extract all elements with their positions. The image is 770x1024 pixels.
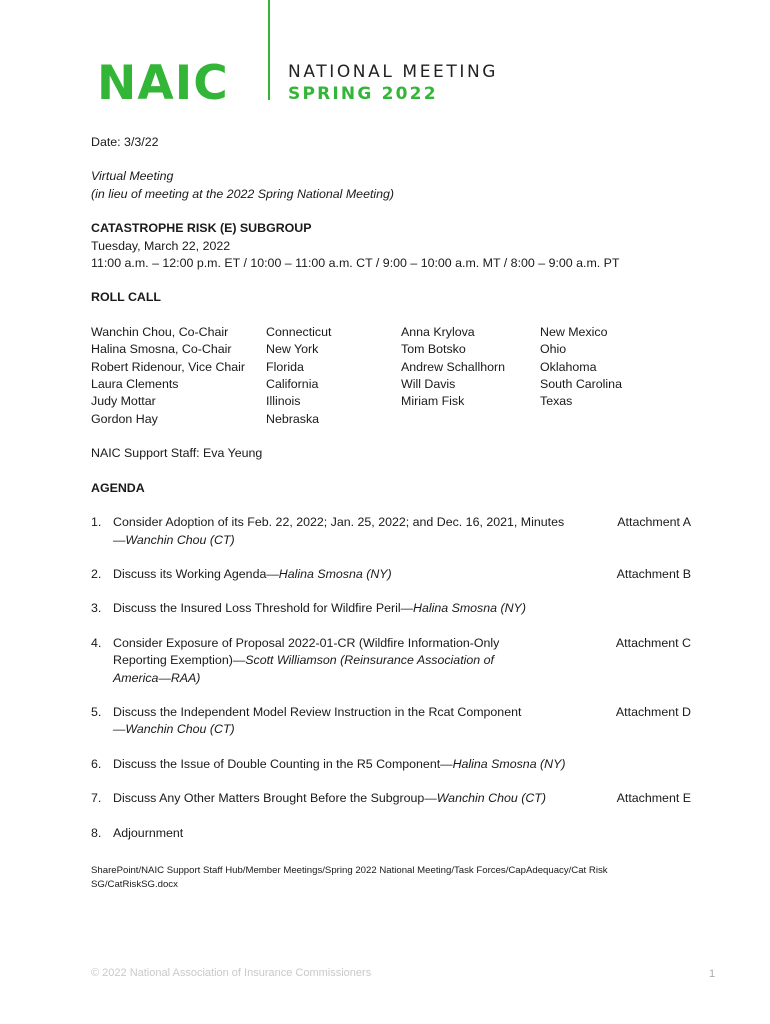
member-state: Nebraska [266,411,320,426]
virtual-meeting-label: Virtual Meeting [91,169,174,184]
member-state: Florida [266,359,304,374]
agenda-number: 1. [91,515,102,530]
agenda-attachment: Attachment C [615,635,691,650]
agenda-attachment: Attachment E [616,791,691,806]
agenda-number: 2. [91,566,102,581]
agenda-text-wrap [113,790,583,807]
document-file-path: SharePoint/NAIC Support Staff Hub/Member Meetings/Spring 2022 National Meeting/Task Forces/CapAdequacy/Cat Risk SG/CatRiskSG.docx [91,865,608,890]
member-name: Gordon Hay [91,411,158,426]
agenda-number: 5. [91,704,102,719]
member-name: Will Davis [401,377,456,392]
member-name: Laura Clements [91,377,179,392]
agenda-speaker: —Scott Williamson (Reinsurance Association of America—RAA) [113,653,494,685]
agenda-number: 8. [91,825,102,840]
agenda-number: 3. [91,601,102,616]
agenda-text-wrap [113,635,523,687]
agenda-number: 7. [91,791,102,806]
agenda-text: Adjournment [113,825,184,840]
agenda-text-wrap [113,704,583,739]
agenda-text: Consider Exposure of Proposal 2022-01-CR (Wildfire Information-Only Reporting Exemption) [113,635,500,668]
member-name: Judy Mottar [91,394,156,409]
agenda-text: Discuss Any Other Matters Brought Before the Subgroup [113,791,425,806]
roll-call-states-left [266,324,401,428]
member-name: Wanchin Chou, Co-Chair [91,324,229,339]
agenda-item [91,825,691,842]
agenda-speaker: —Halina Smosna (NY) [266,566,392,581]
agenda-item [91,704,691,739]
agenda-heading: AGENDA [91,480,145,495]
member-state: New Mexico [540,324,608,339]
agenda-text: Discuss its Working Agenda [113,566,267,581]
agenda-speaker: —Halina Smosna (NY) [440,756,566,771]
naic-logo: NAIC [97,56,229,111]
agenda-item [91,600,691,617]
document-body [91,134,691,842]
member-name: Halina Smosna, Co-Chair [91,342,232,357]
agenda-attachment: Attachment D [615,704,691,719]
header-divider [268,0,270,100]
member-name: Robert Ridenour, Vice Chair [91,359,246,374]
agenda-item [91,790,691,807]
agenda-speaker: —Wanchin Chou (CT) [113,722,235,737]
agenda-item [91,756,691,773]
member-name: Anna Krylova [401,324,475,339]
agenda-item [91,566,691,583]
member-state: California [266,377,319,392]
member-state: New York [266,342,319,357]
roll-call-names-left [91,324,266,428]
agenda-attachment: Attachment A [617,515,691,530]
agenda-speaker: —Wanchin Chou (CT) [113,532,235,547]
group-title: CATASTROPHE RISK (E) SUBGROUP [91,221,312,236]
agenda-text-wrap [113,600,583,617]
meeting-title: NATIONAL MEETING [288,62,499,82]
support-staff: NAIC Support Staff: Eva Yeung [91,446,263,461]
meeting-day: Tuesday, March 22, 2022 [91,238,231,253]
member-state: Ohio [540,342,567,357]
agenda-item [91,635,691,687]
member-name: Miriam Fisk [401,394,465,409]
document-header [0,0,770,120]
member-name: Tom Botsko [401,342,466,357]
agenda-number: 6. [91,756,102,771]
member-state: Texas [540,394,573,409]
roll-call-states-right [540,324,690,428]
agenda-text: Discuss the Independent Model Review Instruction in the Rcat Component [113,704,522,719]
agenda-speaker: —Wanchin Chou (CT) [424,791,546,806]
roll-call-table [91,324,691,428]
agenda-number: 4. [91,635,102,650]
member-state: Oklahoma [540,359,597,374]
document-date: Date: 3/3/22 [91,135,159,149]
agenda-item [91,514,691,549]
roll-call-names-right [401,324,540,428]
roll-call-heading: ROLL CALL [91,290,161,305]
copyright-notice: © 2022 National Association of Insurance Commissioners [91,967,372,979]
meeting-time: 11:00 a.m. – 12:00 p.m. ET / 10:00 – 11:00 a.m. CT / 9:00 – 10:00 a.m. MT / 8:00 – 9:00 a.m. PT [91,256,620,271]
agenda-text: Discuss the Issue of Double Counting in the R5 Component [113,756,441,771]
agenda-text-wrap [113,756,583,773]
member-state: Connecticut [266,324,332,339]
agenda-text: Consider Adoption of its Feb. 22, 2022; Jan. 25, 2022; and Dec. 16, 2021, Minutes [113,515,565,530]
agenda-attachment: Attachment B [616,566,691,581]
agenda-list [91,514,691,842]
agenda-text-wrap [113,514,583,549]
meeting-season: SPRING 2022 [288,84,438,104]
page-number: 1 [709,968,716,980]
member-state: Illinois [266,394,301,409]
agenda-speaker: —Halina Smosna (NY) [400,601,526,616]
member-state: South Carolina [540,377,622,392]
member-name: Andrew Schallhorn [401,359,506,374]
in-lieu-note: (in lieu of meeting at the 2022 Spring National Meeting) [91,186,395,201]
agenda-text: Discuss the Insured Loss Threshold for Wildfire Peril [113,601,401,616]
agenda-text-wrap [113,566,583,583]
